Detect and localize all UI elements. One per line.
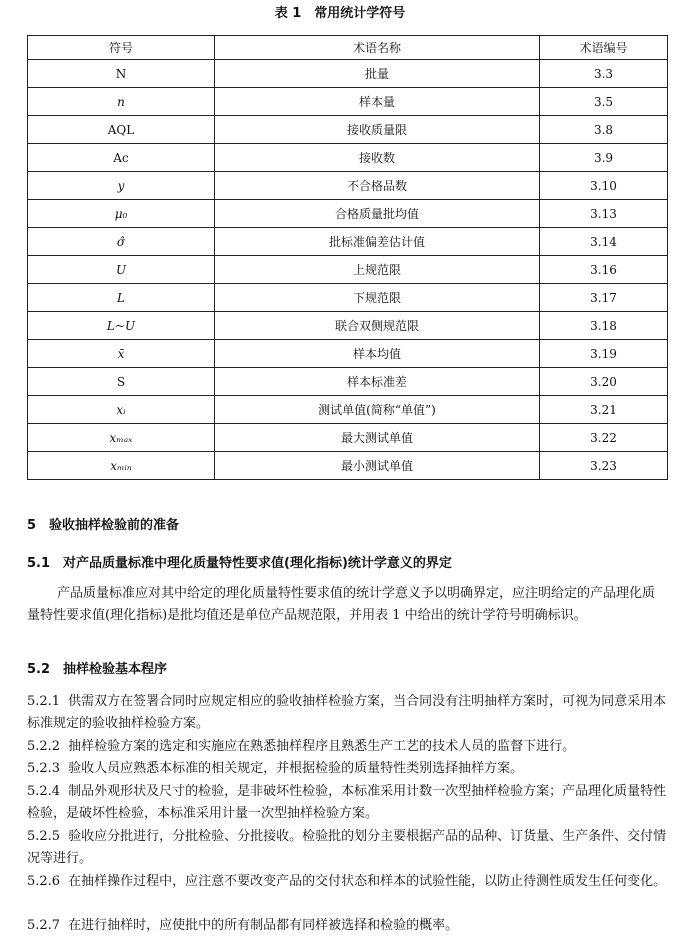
clause-number: 5.2.1 xyxy=(27,694,61,709)
clause-text: 在进行抽样时，应使批中的所有制品都有同样被选择和检验的概率。 xyxy=(68,918,459,933)
table-row xyxy=(28,228,668,256)
clause-item xyxy=(27,871,667,893)
term-number-cell: 3.10 xyxy=(540,172,668,200)
term-number-cell: 3.14 xyxy=(540,228,668,256)
clause-item xyxy=(27,915,667,937)
clause-text: 供需双方在签署合同时应规定相应的验收抽样检验方案，当合同没有注明抽样方案时，可视为同意采用本标准规定的验收抽样检验方案。 xyxy=(27,694,667,731)
header-term-number: 术语编号 xyxy=(540,36,668,60)
term-number-cell: 3.18 xyxy=(540,312,668,340)
table-row xyxy=(28,284,668,312)
symbol-cell: AQL xyxy=(28,116,215,144)
table-header-row xyxy=(28,36,668,60)
table-row xyxy=(28,256,668,284)
symbol-cell: x̄ xyxy=(28,340,215,368)
term-name-cell: 样本量 xyxy=(215,88,540,116)
header-term-name: 术语名称 xyxy=(215,36,540,60)
clause-text: 抽样检验方案的选定和实施应在熟悉抽样程序且熟悉生产工艺的技术人员的监督下进行。 xyxy=(68,739,576,754)
term-name-cell: 下规范限 xyxy=(215,284,540,312)
table-row xyxy=(28,144,668,172)
symbol-cell: xₘₐₓ xyxy=(28,424,215,452)
clause-number: 5.2.3 xyxy=(27,761,61,776)
symbol-cell: N xyxy=(28,60,215,88)
clause-text: 制品外观形状及尺寸的检验，是非破坏性检验，本标准采用计数一次型抽样检验方案；产品理化质量特性检验，是破坏性检验，本标准采用计量一次型抽样检验方案。 xyxy=(27,784,667,821)
term-number-cell: 3.3 xyxy=(540,60,668,88)
term-name-cell: 样本标准差 xyxy=(215,368,540,396)
clause-number: 5.2.6 xyxy=(27,874,61,889)
symbol-cell: y xyxy=(28,172,215,200)
table-row xyxy=(28,312,668,340)
term-number-cell: 3.22 xyxy=(540,424,668,452)
clause-item xyxy=(27,758,667,780)
table-row xyxy=(28,116,668,144)
clause-item xyxy=(27,781,667,825)
term-number-cell: 3.8 xyxy=(540,116,668,144)
table-row xyxy=(28,172,668,200)
clause-text: 验收应分批进行，分批检验、分批接收。检验批的划分主要根据产品的品种、订货量、生产条件、交付情况等进行。 xyxy=(27,829,667,866)
statistics-symbols-table xyxy=(27,35,668,480)
term-number-cell: 3.17 xyxy=(540,284,668,312)
clause-text: 在抽样操作过程中，应注意不要改变产品的交付状态和样本的试验性能，以防止待测性质发生任何变化。 xyxy=(68,874,667,889)
term-name-cell: 联合双侧规范限 xyxy=(215,312,540,340)
symbol-cell: n xyxy=(28,88,215,116)
clause-number: 5.2.7 xyxy=(27,918,61,933)
clause-number: 5.2.2 xyxy=(27,739,61,754)
term-name-cell: 不合格品数 xyxy=(215,172,540,200)
clause-text: 验收人员应熟悉本标准的相关规定，并根据检验的质量特性类别选择抽样方案。 xyxy=(68,761,524,776)
term-name-cell: 批量 xyxy=(215,60,540,88)
table-body xyxy=(28,60,668,480)
symbol-cell: Ac xyxy=(28,144,215,172)
table-row xyxy=(28,88,668,116)
symbol-cell: U xyxy=(28,256,215,284)
term-name-cell: 批标准偏差估计值 xyxy=(215,228,540,256)
table-row xyxy=(28,340,668,368)
term-number-cell: 3.20 xyxy=(540,368,668,396)
term-name-cell: 接收数 xyxy=(215,144,540,172)
table-row xyxy=(28,452,668,480)
symbol-cell: μ₀ xyxy=(28,200,215,228)
term-name-cell: 合格质量批均值 xyxy=(215,200,540,228)
symbol-cell: L~U xyxy=(28,312,215,340)
section-5-1-heading: 5.1 对产品质量标准中理化质量特性要求值(理化指标)统计学意义的界定 xyxy=(27,556,452,571)
clause-number: 5.2.5 xyxy=(27,829,61,844)
term-name-cell: 最大测试单值 xyxy=(215,424,540,452)
symbol-cell: xₘᵢₙ xyxy=(28,452,215,480)
clause-item xyxy=(27,826,667,870)
symbol-cell: σ̂ xyxy=(28,228,215,256)
clause-item xyxy=(27,736,667,758)
table-row xyxy=(28,396,668,424)
term-number-cell: 3.16 xyxy=(540,256,668,284)
table-row xyxy=(28,424,668,452)
table-caption: 表 1 常用统计学符号 xyxy=(274,6,406,21)
symbol-cell: xᵢ xyxy=(28,396,215,424)
section-5-2-heading: 5.2 抽样检验基本程序 xyxy=(27,662,168,677)
term-number-cell: 3.13 xyxy=(540,200,668,228)
term-name-cell: 上规范限 xyxy=(215,256,540,284)
symbol-cell: L xyxy=(28,284,215,312)
symbol-cell: S xyxy=(28,368,215,396)
term-name-cell: 最小测试单值 xyxy=(215,452,540,480)
term-number-cell: 3.5 xyxy=(540,88,668,116)
clause-item xyxy=(27,691,667,735)
section-5-heading: 5 验收抽样检验前的准备 xyxy=(27,518,180,533)
term-name-cell: 接收质量限 xyxy=(215,116,540,144)
table-row xyxy=(28,60,668,88)
term-number-cell: 3.21 xyxy=(540,396,668,424)
table-row xyxy=(28,368,668,396)
term-number-cell: 3.23 xyxy=(540,452,668,480)
term-number-cell: 3.9 xyxy=(540,144,668,172)
table-row xyxy=(28,200,668,228)
term-name-cell: 样本均值 xyxy=(215,340,540,368)
term-name-cell: 测试单值(简称“单值”) xyxy=(215,396,540,424)
section-5-1-paragraph: 产品质量标准应对其中给定的理化质量特性要求值的统计学意义予以明确界定，应注明给定的产品理化质量特性要求值(理化指标)是批均值还是单位产品规范限，并用表 1 中给出的统计学符号明确标识。 xyxy=(27,586,656,623)
term-number-cell: 3.19 xyxy=(540,340,668,368)
clause-number: 5.2.4 xyxy=(27,784,61,799)
header-symbol: 符号 xyxy=(28,36,215,60)
